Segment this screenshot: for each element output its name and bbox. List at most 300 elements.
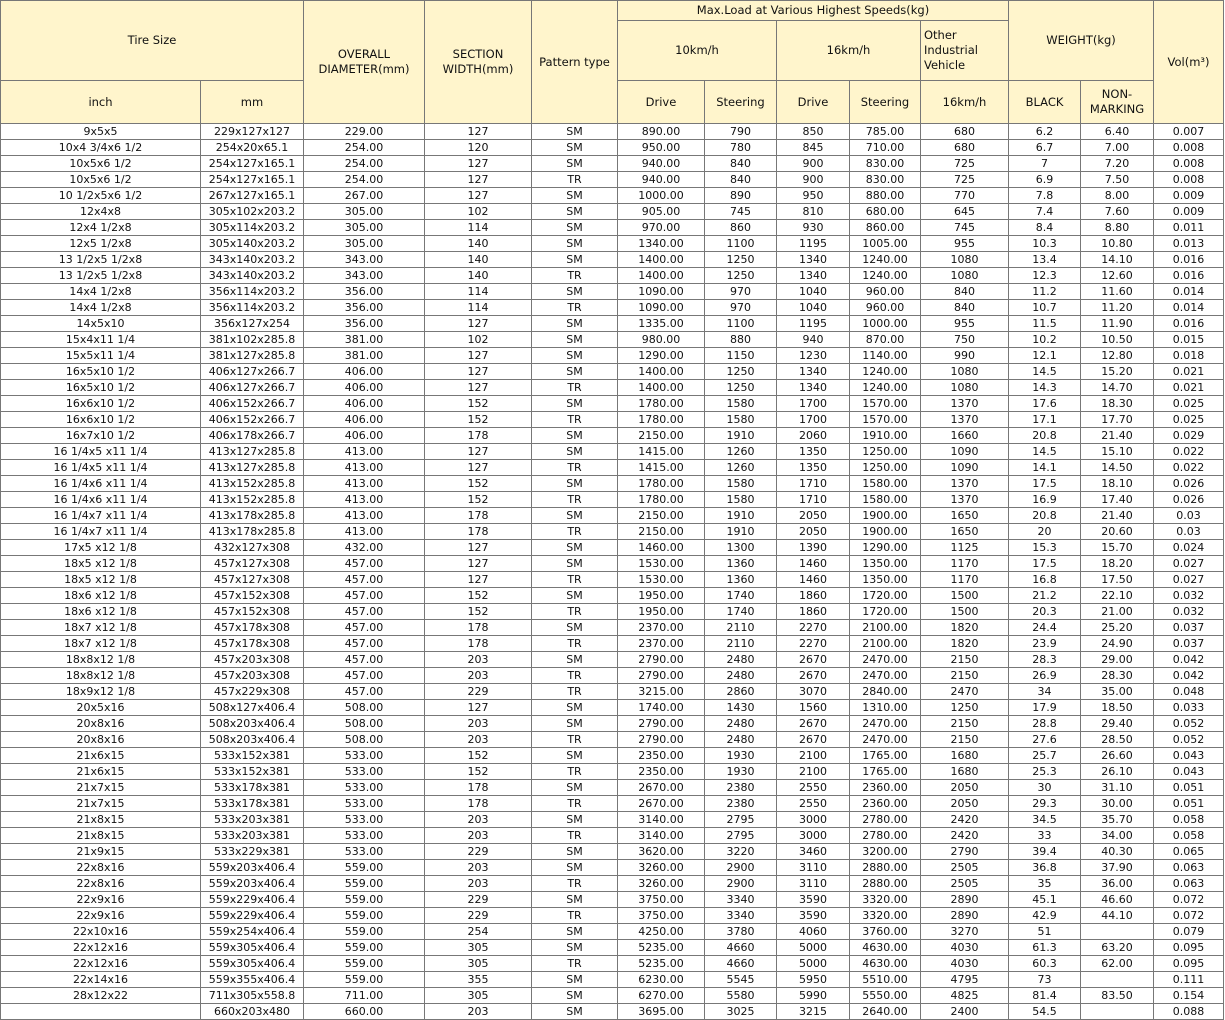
black-weight-cell: 17.5 — [1009, 556, 1081, 572]
mm-cell: 533x203x381 — [201, 812, 304, 828]
section-width-cell: 305 — [425, 940, 532, 956]
section-width-cell: 203 — [425, 876, 532, 892]
steering-16-cell: 1250.00 — [850, 444, 921, 460]
pattern-type-cell: SM — [532, 588, 618, 604]
other-16-cell: 1250 — [921, 700, 1009, 716]
inch-cell: 20x5x16 — [1, 700, 201, 716]
drive-16-cell: 2050 — [777, 524, 850, 540]
table-row — [1, 444, 1224, 460]
non-marking-weight-cell — [1081, 924, 1154, 940]
steering-16-cell: 960.00 — [850, 300, 921, 316]
overall-diameter-cell: 711.00 — [304, 988, 425, 1004]
steering-16-cell: 4630.00 — [850, 956, 921, 972]
inch-cell: 18x9x12 1/8 — [1, 684, 201, 700]
pattern-type-cell: SM — [532, 348, 618, 364]
other-16-cell: 745 — [921, 220, 1009, 236]
non-marking-weight-cell: 35.00 — [1081, 684, 1154, 700]
black-weight-cell: 11.5 — [1009, 316, 1081, 332]
other-16-cell: 2505 — [921, 876, 1009, 892]
mm-cell: 711x305x558.8 — [201, 988, 304, 1004]
pattern-type-cell: TR — [532, 636, 618, 652]
section-width-cell: 203 — [425, 828, 532, 844]
section-width-cell: 178 — [425, 428, 532, 444]
non-marking-weight-cell: 18.30 — [1081, 396, 1154, 412]
inch-cell: 22x14x16 — [1, 972, 201, 988]
inch-cell: 16x5x10 1/2 — [1, 364, 201, 380]
steering-16-cell: 2880.00 — [850, 876, 921, 892]
overall-diameter-cell: 559.00 — [304, 924, 425, 940]
mm-cell: 457x203x308 — [201, 668, 304, 684]
mm-cell: 356x114x203.2 — [201, 300, 304, 316]
inch-cell: 16x6x10 1/2 — [1, 396, 201, 412]
vol-cell: 0.042 — [1154, 668, 1224, 684]
pattern-type-cell: SM — [532, 316, 618, 332]
section-width-cell: 140 — [425, 236, 532, 252]
steering-16-cell: 1290.00 — [850, 540, 921, 556]
overall-diameter-cell: 457.00 — [304, 652, 425, 668]
overall-diameter-cell: 533.00 — [304, 780, 425, 796]
inch-cell — [1, 1004, 201, 1020]
drive-10-cell: 1530.00 — [618, 572, 705, 588]
section-width-cell: 127 — [425, 348, 532, 364]
pattern-type-cell: TR — [532, 604, 618, 620]
vol-cell: 0.03 — [1154, 524, 1224, 540]
overall-diameter-cell: 660.00 — [304, 1004, 425, 1020]
drive-10-cell: 4250.00 — [618, 924, 705, 940]
table-row — [1, 748, 1224, 764]
steering-16-cell: 1570.00 — [850, 412, 921, 428]
pattern-type-cell: TR — [532, 572, 618, 588]
pattern-type-cell: TR — [532, 796, 618, 812]
inch-cell: 15x5x11 1/4 — [1, 348, 201, 364]
section-width-cell: 127 — [425, 364, 532, 380]
steering-16-cell: 2360.00 — [850, 796, 921, 812]
drive-10-cell: 1950.00 — [618, 604, 705, 620]
steering-10-cell: 790 — [705, 124, 777, 140]
non-marking-weight-cell: 63.20 — [1081, 940, 1154, 956]
drive-10-cell: 3140.00 — [618, 828, 705, 844]
mm-cell: 533x178x381 — [201, 780, 304, 796]
pattern-type-cell: SM — [532, 988, 618, 1004]
table-row — [1, 204, 1224, 220]
overall-diameter-cell: 432.00 — [304, 540, 425, 556]
inch-cell: 22x8x16 — [1, 860, 201, 876]
mm-cell: 559x254x406.4 — [201, 924, 304, 940]
drive-16-cell: 1460 — [777, 572, 850, 588]
vol-cell: 0.058 — [1154, 812, 1224, 828]
black-weight-cell: 7 — [1009, 156, 1081, 172]
steering-16-cell: 1765.00 — [850, 748, 921, 764]
vol-cell: 0.016 — [1154, 268, 1224, 284]
vol-cell: 0.051 — [1154, 780, 1224, 796]
pattern-type-cell: TR — [532, 460, 618, 476]
table-row — [1, 476, 1224, 492]
steering-16-cell: 4630.00 — [850, 940, 921, 956]
pattern-type-cell: SM — [532, 892, 618, 908]
pattern-type-cell: SM — [532, 540, 618, 556]
pattern-type-cell: TR — [532, 300, 618, 316]
overall-diameter-cell: 457.00 — [304, 668, 425, 684]
table-row — [1, 796, 1224, 812]
pattern-type-cell: SM — [532, 396, 618, 412]
drive-10-cell: 3260.00 — [618, 860, 705, 876]
drive-16-cell: 1040 — [777, 300, 850, 316]
mm-cell: 413x178x285.8 — [201, 508, 304, 524]
steering-10-cell: 1360 — [705, 556, 777, 572]
non-marking-weight-cell: 37.90 — [1081, 860, 1154, 876]
table-row — [1, 364, 1224, 380]
steering-10-cell: 2900 — [705, 876, 777, 892]
pattern-type-header: Pattern type — [532, 1, 618, 124]
vol-cell: 0.008 — [1154, 140, 1224, 156]
other-16-cell: 2150 — [921, 652, 1009, 668]
non-marking-weight-cell: 30.00 — [1081, 796, 1154, 812]
steering-10-cell: 3340 — [705, 908, 777, 924]
drive-10-cell: 1780.00 — [618, 412, 705, 428]
non-marking-weight-cell: 21.40 — [1081, 428, 1154, 444]
other-16-cell: 725 — [921, 172, 1009, 188]
black-weight-cell: 15.3 — [1009, 540, 1081, 556]
other-16-cell: 680 — [921, 140, 1009, 156]
pattern-type-cell: SM — [532, 364, 618, 380]
mm-cell: 406x152x266.7 — [201, 412, 304, 428]
inch-cell: 14x5x10 — [1, 316, 201, 332]
steering-10-cell: 2380 — [705, 796, 777, 812]
non-marking-weight-cell: 11.60 — [1081, 284, 1154, 300]
steering-16-cell: 2840.00 — [850, 684, 921, 700]
black-weight-cell: 45.1 — [1009, 892, 1081, 908]
black-weight-cell: 13.4 — [1009, 252, 1081, 268]
black-weight-cell: 33 — [1009, 828, 1081, 844]
vol-cell: 0.016 — [1154, 316, 1224, 332]
drive-16-cell: 2270 — [777, 636, 850, 652]
drive-16-cell: 3215 — [777, 1004, 850, 1020]
table-row — [1, 1004, 1224, 1020]
pattern-type-cell: SM — [532, 748, 618, 764]
overall-diameter-cell: 406.00 — [304, 364, 425, 380]
pattern-type-cell: TR — [532, 492, 618, 508]
overall-diameter-cell: 406.00 — [304, 428, 425, 444]
section-width-cell: 254 — [425, 924, 532, 940]
steering-16-cell: 3320.00 — [850, 892, 921, 908]
steering-16-cell: 785.00 — [850, 124, 921, 140]
black-weight-cell: 28.3 — [1009, 652, 1081, 668]
non-marking-weight-cell: 10.50 — [1081, 332, 1154, 348]
mm-cell: 406x127x266.7 — [201, 380, 304, 396]
section-width-cell: 178 — [425, 780, 532, 796]
table-row — [1, 300, 1224, 316]
pattern-type-cell: SM — [532, 204, 618, 220]
other-16-cell: 1080 — [921, 380, 1009, 396]
steering-10-cell: 1910 — [705, 428, 777, 444]
mm-cell: 457x229x308 — [201, 684, 304, 700]
drive-10-cell: 1780.00 — [618, 476, 705, 492]
inch-cell: 20x8x16 — [1, 732, 201, 748]
table-row — [1, 332, 1224, 348]
mm-cell: 533x178x381 — [201, 796, 304, 812]
other-16-cell: 1820 — [921, 620, 1009, 636]
max-load-header: Max.Load at Various Highest Speeds(kg) — [618, 1, 1009, 21]
other-16-cell: 645 — [921, 204, 1009, 220]
mm-cell: 413x178x285.8 — [201, 524, 304, 540]
steering-16-cell: 830.00 — [850, 172, 921, 188]
other-16-cell: 725 — [921, 156, 1009, 172]
other-16-cell: 1090 — [921, 460, 1009, 476]
drive-10-cell: 890.00 — [618, 124, 705, 140]
steering-10-cell: 2795 — [705, 812, 777, 828]
inch-cell: 12x5 1/2x8 — [1, 236, 201, 252]
overall-diameter-cell: 305.00 — [304, 220, 425, 236]
other-16-cell: 1090 — [921, 444, 1009, 460]
section-width-cell: 203 — [425, 668, 532, 684]
black-weight-cell: 20.8 — [1009, 508, 1081, 524]
mm-cell: 559x305x406.4 — [201, 940, 304, 956]
mm-cell: 305x114x203.2 — [201, 220, 304, 236]
pattern-type-cell: TR — [532, 908, 618, 924]
drive-10-cell: 2370.00 — [618, 636, 705, 652]
inch-cell: 14x4 1/2x8 — [1, 284, 201, 300]
vol-cell: 0.042 — [1154, 652, 1224, 668]
drive-10-cell: 1400.00 — [618, 364, 705, 380]
mm-cell: 406x127x266.7 — [201, 364, 304, 380]
drive-10-cell: 1400.00 — [618, 268, 705, 284]
steering-10-cell: 860 — [705, 220, 777, 236]
vol-cell: 0.111 — [1154, 972, 1224, 988]
black-weight-cell: 20 — [1009, 524, 1081, 540]
steering-10-cell: 1580 — [705, 396, 777, 412]
black-weight-cell: 17.6 — [1009, 396, 1081, 412]
drive-10-cell: 5235.00 — [618, 956, 705, 972]
inch-cell: 16 1/4x6 x11 1/4 — [1, 476, 201, 492]
section-width-cell: 203 — [425, 732, 532, 748]
section-width-cell: 229 — [425, 892, 532, 908]
inch-cell: 16x7x10 1/2 — [1, 428, 201, 444]
drive-10-cell: 3750.00 — [618, 908, 705, 924]
overall-diameter-cell: 457.00 — [304, 572, 425, 588]
mm-cell: 254x127x165.1 — [201, 172, 304, 188]
pattern-type-cell: TR — [532, 764, 618, 780]
black-weight-cell: 10.7 — [1009, 300, 1081, 316]
steering-16-cell: 1250.00 — [850, 460, 921, 476]
drive-10-cell: 3140.00 — [618, 812, 705, 828]
steering-10-header: Steering — [705, 81, 777, 124]
section-width-header: SECTION WIDTH(mm) — [425, 1, 532, 124]
mm-cell: 413x127x285.8 — [201, 460, 304, 476]
inch-cell: 21x6x15 — [1, 748, 201, 764]
drive-10-cell: 1090.00 — [618, 300, 705, 316]
drive-16-cell: 1195 — [777, 236, 850, 252]
tire-size-header: Tire Size — [1, 1, 304, 81]
drive-10-cell: 2150.00 — [618, 428, 705, 444]
drive-10-cell: 1950.00 — [618, 588, 705, 604]
other-16-cell: 1660 — [921, 428, 1009, 444]
table-row — [1, 924, 1224, 940]
steering-10-cell: 2110 — [705, 620, 777, 636]
drive-16-cell: 2670 — [777, 668, 850, 684]
drive-10-cell: 3695.00 — [618, 1004, 705, 1020]
non-marking-weight-cell: 62.00 — [1081, 956, 1154, 972]
steering-16-cell: 1240.00 — [850, 364, 921, 380]
vol-cell: 0.021 — [1154, 380, 1224, 396]
steering-16-cell: 5510.00 — [850, 972, 921, 988]
drive-16-cell: 1040 — [777, 284, 850, 300]
black-weight-cell: 26.9 — [1009, 668, 1081, 684]
vol-cell: 0.008 — [1154, 172, 1224, 188]
drive-16-cell: 3460 — [777, 844, 850, 860]
black-weight-cell: 14.1 — [1009, 460, 1081, 476]
non-marking-weight-cell: 25.20 — [1081, 620, 1154, 636]
mm-header: mm — [201, 81, 304, 124]
pattern-type-cell: SM — [532, 252, 618, 268]
overall-diameter-cell: 413.00 — [304, 524, 425, 540]
drive-10-cell: 3750.00 — [618, 892, 705, 908]
mm-cell: 432x127x308 — [201, 540, 304, 556]
inch-cell: 18x7 x12 1/8 — [1, 620, 201, 636]
steering-16-cell: 2100.00 — [850, 620, 921, 636]
drive-10-cell: 2790.00 — [618, 732, 705, 748]
non-marking-weight-cell: 26.10 — [1081, 764, 1154, 780]
steering-10-cell: 2480 — [705, 668, 777, 684]
drive-16-cell: 3000 — [777, 828, 850, 844]
other-16-cell: 1170 — [921, 572, 1009, 588]
overall-diameter-cell: 254.00 — [304, 140, 425, 156]
table-row — [1, 876, 1224, 892]
pattern-type-cell: TR — [532, 828, 618, 844]
mm-cell: 457x178x308 — [201, 620, 304, 636]
section-width-cell: 114 — [425, 300, 532, 316]
steering-16-cell: 1765.00 — [850, 764, 921, 780]
table-row — [1, 668, 1224, 684]
section-width-cell: 140 — [425, 268, 532, 284]
black-weight-cell: 7.4 — [1009, 204, 1081, 220]
mm-cell: 533x203x381 — [201, 828, 304, 844]
non-marking-weight-cell: 15.70 — [1081, 540, 1154, 556]
vol-cell: 0.024 — [1154, 540, 1224, 556]
drive-10-cell: 1335.00 — [618, 316, 705, 332]
steering-16-cell: 1580.00 — [850, 476, 921, 492]
pattern-type-cell: SM — [532, 140, 618, 156]
section-width-cell: 355 — [425, 972, 532, 988]
mm-cell: 343x140x203.2 — [201, 268, 304, 284]
drive-16-cell: 1350 — [777, 460, 850, 476]
mm-cell: 457x152x308 — [201, 604, 304, 620]
drive-16-cell: 1860 — [777, 604, 850, 620]
other-16-cell: 1680 — [921, 748, 1009, 764]
table-body — [1, 124, 1224, 1020]
mm-cell: 305x140x203.2 — [201, 236, 304, 252]
drive-10-cell: 1290.00 — [618, 348, 705, 364]
other-16-cell: 4030 — [921, 956, 1009, 972]
table-row — [1, 556, 1224, 572]
steering-16-cell: 2470.00 — [850, 668, 921, 684]
drive-10-cell: 1460.00 — [618, 540, 705, 556]
black-weight-cell: 17.9 — [1009, 700, 1081, 716]
non-marking-weight-cell: 24.90 — [1081, 636, 1154, 652]
steering-10-cell: 840 — [705, 156, 777, 172]
table-row — [1, 284, 1224, 300]
table-row — [1, 636, 1224, 652]
inch-cell: 21x8x15 — [1, 828, 201, 844]
overall-diameter-cell: 533.00 — [304, 748, 425, 764]
steering-16-cell: 3760.00 — [850, 924, 921, 940]
steering-10-cell: 970 — [705, 284, 777, 300]
drive-10-cell: 2670.00 — [618, 780, 705, 796]
inch-cell: 18x7 x12 1/8 — [1, 636, 201, 652]
table-row — [1, 652, 1224, 668]
mm-cell: 457x152x308 — [201, 588, 304, 604]
drive-10-cell: 980.00 — [618, 332, 705, 348]
steering-10-cell: 4660 — [705, 940, 777, 956]
drive-10-cell: 950.00 — [618, 140, 705, 156]
mm-cell: 660x203x480 — [201, 1004, 304, 1020]
mm-cell: 559x203x406.4 — [201, 860, 304, 876]
vol-cell: 0.058 — [1154, 828, 1224, 844]
steering-16-cell: 860.00 — [850, 220, 921, 236]
vol-cell: 0.043 — [1154, 748, 1224, 764]
other-16-cell: 2050 — [921, 780, 1009, 796]
overall-diameter-cell: 559.00 — [304, 892, 425, 908]
black-weight-cell: 20.3 — [1009, 604, 1081, 620]
non-marking-weight-cell: 20.60 — [1081, 524, 1154, 540]
non-marking-weight-cell: 14.70 — [1081, 380, 1154, 396]
black-weight-cell: 11.2 — [1009, 284, 1081, 300]
drive-10-cell: 940.00 — [618, 156, 705, 172]
overall-diameter-cell: 413.00 — [304, 444, 425, 460]
vol-cell: 0.051 — [1154, 796, 1224, 812]
steering-16-cell: 1910.00 — [850, 428, 921, 444]
black-weight-cell: 42.9 — [1009, 908, 1081, 924]
vol-cell: 0.015 — [1154, 332, 1224, 348]
table-row — [1, 764, 1224, 780]
black-weight-cell: 25.7 — [1009, 748, 1081, 764]
drive-10-cell: 1780.00 — [618, 492, 705, 508]
mm-cell: 508x203x406.4 — [201, 732, 304, 748]
section-width-cell: 127 — [425, 540, 532, 556]
steering-10-cell: 1430 — [705, 700, 777, 716]
mm-cell: 508x203x406.4 — [201, 716, 304, 732]
steering-10-cell: 1100 — [705, 236, 777, 252]
non-marking-weight-cell: 21.40 — [1081, 508, 1154, 524]
drive-16-cell: 900 — [777, 156, 850, 172]
drive-16-cell: 5000 — [777, 940, 850, 956]
steering-10-cell: 880 — [705, 332, 777, 348]
section-width-cell: 127 — [425, 188, 532, 204]
vol-cell: 0.029 — [1154, 428, 1224, 444]
non-marking-weight-cell: 12.80 — [1081, 348, 1154, 364]
drive-16-cell: 2060 — [777, 428, 850, 444]
vol-cell: 0.037 — [1154, 620, 1224, 636]
table-row — [1, 716, 1224, 732]
table-row — [1, 140, 1224, 156]
drive-16-cell: 2670 — [777, 732, 850, 748]
overall-diameter-cell: 457.00 — [304, 604, 425, 620]
overall-diameter-cell: 508.00 — [304, 700, 425, 716]
steering-10-cell: 3025 — [705, 1004, 777, 1020]
vol-cell: 0.021 — [1154, 364, 1224, 380]
drive-10-cell: 3215.00 — [618, 684, 705, 700]
non-marking-weight-cell — [1081, 1004, 1154, 1020]
black-weight-cell: 35 — [1009, 876, 1081, 892]
drive-10-cell: 3620.00 — [618, 844, 705, 860]
steering-16-cell: 1900.00 — [850, 508, 921, 524]
section-width-cell: 152 — [425, 412, 532, 428]
inch-cell: 18x6 x12 1/8 — [1, 588, 201, 604]
overall-diameter-cell: 356.00 — [304, 316, 425, 332]
overall-diameter-cell: 343.00 — [304, 252, 425, 268]
non-marking-weight-cell: 28.30 — [1081, 668, 1154, 684]
overall-diameter-cell: 305.00 — [304, 236, 425, 252]
vol-cell: 0.072 — [1154, 892, 1224, 908]
